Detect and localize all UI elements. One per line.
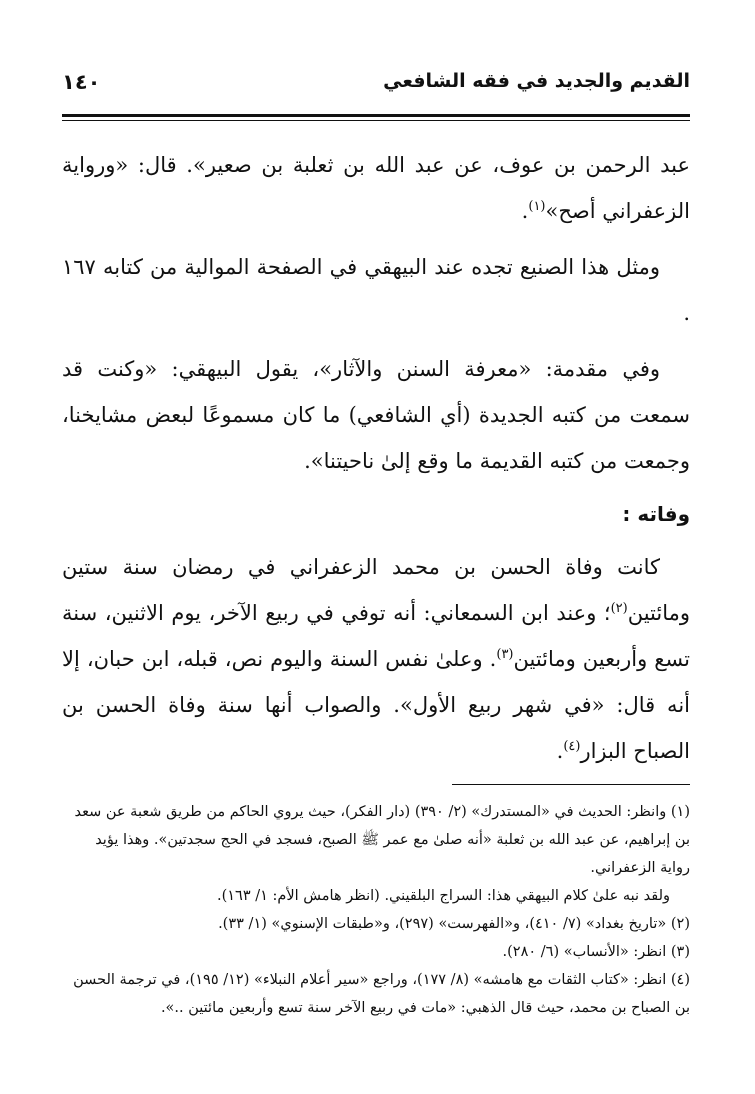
paragraph-4-part3: . وعلىٰ نفس السنة واليوم نص، قبله، ابن حبان، إلا أنه قال: «في شهر ربيع الأول». والصواب أنها سنة وفاة الحسن بن الصباح البزار [62, 647, 690, 763]
paragraph-1 [62, 142, 690, 234]
header-rule-thin [62, 120, 690, 121]
footnote-3: (٣) انظر: «الأنساب» (٦/ ٢٨٠). [502, 944, 690, 960]
footnote-ref-2[interactable]: (٢) [610, 601, 628, 616]
footnote-ref-4[interactable]: (٤) [563, 739, 581, 754]
footnote-1-note: ولقد نبه علىٰ كلام البيهقي هذا: السراج البلقيني. (انظر هامش الأم: ١/ ١٦٣). [216, 888, 670, 904]
paragraph-3: وفي مقدمة: «معرفة السنن والآثار»، يقول البيهقي: «وكنت قد سمعت من كتبه الجديدة (أي الشافعي) ما كان مسموعًا لبعض مشايخنا، وجمعت من كتبه القديمة ما وقع إلىٰ ناحيتنا». [62, 357, 690, 473]
paragraph-1-end: . [521, 199, 529, 223]
footnote-ref-3[interactable]: (٣) [496, 647, 514, 662]
footnote-4: (٤) انظر: «كتاب الثقات مع هامشه» (٨/ ١٧٧)، وراجع «سير أعلام النبلاء» (١٢/ ١٩٥)، في ترجمة الحسن بن الصباح بن محمد، حيث قال الذهبي: «مات في ربيع الآخر سنة تسع وأربعين مائتين ..». [73, 972, 690, 1016]
footnotes [62, 798, 690, 1022]
running-title: القديم والجديد في فقه الشافعي [383, 70, 690, 92]
section-heading-death: وفاته : [622, 502, 690, 526]
page-number: ١٤٠ [62, 70, 101, 94]
book-page [62, 62, 690, 1016]
paragraph-1-text: عبد الرحمن بن عوف، عن عبد الله بن ثعلبة بن صعير». قال: «ورواية الزعفراني أصح» [62, 153, 690, 223]
footnote-2: (٢) «تاريخ بغداد» (٧/ ٤١٠)، و«الفهرست» (٢٩٧)، و«طبقات الإسنوي» (١/ ٣٣). [218, 916, 690, 932]
footnote-1: (١) وانظر: الحديث في «المستدرك» (٢/ ٣٩٠) (دار الفكر)، حيث يروي الحاكم من طريق شعبة عن سعد بن إبراهيم، عن عبد الله بن ثعلبة «أنه صلىٰ مع عمر ﷺ الصبح، فسجد في الحج سجدتين». وهذا يؤيد رواية الزعفراني. [74, 804, 690, 876]
running-header [62, 62, 690, 106]
footnote-separator [452, 784, 690, 785]
paragraph-4-end: . [556, 739, 564, 763]
footnote-ref-1[interactable]: (١) [528, 199, 546, 214]
paragraph-4 [62, 544, 690, 774]
header-rule-thick [62, 114, 690, 117]
paragraph-4-part1: كانت وفاة الحسن بن محمد الزعفراني في رمضان سنة ستين ومائتين [62, 555, 690, 625]
paragraph-4-part2: ؛ وعند ابن السمعاني: أنه توفي في ربيع الآخر، يوم الاثنين، سنة تسع وأربعين ومائتين [62, 601, 690, 671]
main-text [62, 142, 690, 784]
paragraph-2: ومثل هذا الصنيع تجده عند البيهقي في الصفحة الموالية من كتابه ١٦٧ . [62, 255, 690, 325]
